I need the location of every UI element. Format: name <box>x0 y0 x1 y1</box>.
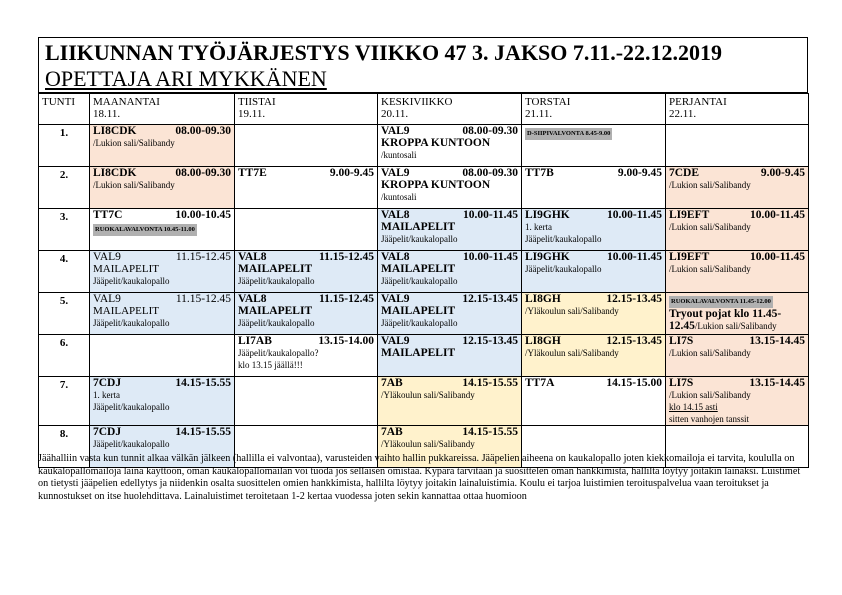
teacher-name: OPETTAJA ARI MYKKÄNEN <box>45 66 327 91</box>
schedule-cell <box>666 335 809 377</box>
location-text: /Lukion sali/Salibandy <box>669 390 751 400</box>
class-code: VAL9 <box>93 293 121 305</box>
class-line <box>669 251 805 263</box>
class-time: 10.00-11.45 <box>750 251 805 263</box>
location-text: /Lukion sali/Salibandy <box>93 180 175 190</box>
class-line <box>381 335 518 347</box>
schedule-cell <box>235 209 378 251</box>
column-header-day: TIISTAI 19.11. <box>235 94 378 125</box>
column-header-tunti: TUNTI <box>39 94 90 125</box>
class-code: TT7E <box>238 167 267 179</box>
class-line <box>93 125 231 137</box>
class-line <box>525 293 662 305</box>
location-text: 1. kerta <box>525 222 552 232</box>
class-code: VAL8 <box>238 251 267 263</box>
location-text: Jääpelit/kaukalopallo <box>381 318 458 328</box>
schedule-cell <box>235 251 378 293</box>
schedule-cell <box>522 125 666 167</box>
class-time: 12.15-13.45 <box>462 293 518 305</box>
class-time: 14.15-15.00 <box>606 377 662 389</box>
class-time: 12.15-13.45 <box>462 335 518 347</box>
location-text: Jääpelit/kaukalopallo <box>525 234 602 244</box>
activity-title: MAILAPELIT <box>381 221 456 233</box>
note-text: sitten vanhojen tanssit <box>669 414 749 424</box>
lesson-number: 3. <box>39 209 90 251</box>
class-code: LI8CDK <box>93 167 137 179</box>
schedule-cell <box>90 377 235 426</box>
supervision-badge: RUOKALAVALVONTA 10.45-11.00 <box>93 224 197 236</box>
class-time: 11.15-12.45 <box>175 251 231 263</box>
activity-title: MAILAPELIT <box>381 347 456 359</box>
location-text: Jääpelit/kaukalopallo <box>93 439 170 449</box>
class-code: 7CDJ <box>93 377 122 389</box>
schedule-cell <box>378 167 522 209</box>
class-time: 13.15-14.45 <box>749 377 805 389</box>
schedule-cell <box>90 251 235 293</box>
schedule-cell <box>666 125 809 167</box>
schedule-cell <box>235 377 378 426</box>
location-text: Jääpelit/kaukalopallo <box>238 276 315 286</box>
lesson-number: 4. <box>39 251 90 293</box>
class-time: 10.00-11.45 <box>463 251 518 263</box>
supervision-badge: D-SIIPIVALVONTA 8.45-9.00 <box>525 128 612 140</box>
schedule-cell <box>90 167 235 209</box>
class-code: 7AB <box>381 377 403 389</box>
location-text: Jääpelit/kaukalopallo <box>238 318 315 328</box>
schedule-cell <box>666 377 809 426</box>
class-line <box>93 209 231 221</box>
table-row <box>39 377 809 426</box>
activity-title: MAILAPELIT <box>381 263 456 275</box>
class-line <box>238 251 374 263</box>
lesson-number: 1. <box>39 125 90 167</box>
class-line <box>525 335 662 347</box>
activity-title: KROPPA KUNTOON <box>381 179 491 191</box>
schedule-cell <box>522 293 666 335</box>
class-time: 9.00-9.45 <box>329 167 374 179</box>
class-line <box>381 293 518 305</box>
page-title: LIIKUNNAN TYÖJÄRJESTYS VIIKKO 47 3. JAKSO 7.11.-22.12.2019 <box>45 40 723 65</box>
class-time: 10.00-11.45 <box>463 209 518 221</box>
schedule-cell <box>666 293 809 335</box>
location-text: /Lukion sali/Salibandy <box>669 222 751 232</box>
class-time: 13.15-14.00 <box>318 335 374 347</box>
class-line <box>238 335 374 347</box>
activity-title: MAILAPELIT <box>238 305 313 317</box>
location-text: Jääpelit/kaukalopallo <box>93 318 170 328</box>
class-time: 10.00-11.45 <box>607 251 662 263</box>
class-code: LI8GH <box>525 293 561 305</box>
class-code: VAL8 <box>238 293 267 305</box>
location-text: /Lukion sali/Salibandy <box>669 180 751 190</box>
class-line <box>669 209 805 221</box>
location-text: Jääpelit/kaukalopallo <box>93 402 170 412</box>
class-time: 10.00-11.45 <box>607 209 662 221</box>
class-time: 14.15-15.55 <box>462 377 518 389</box>
class-code: VAL9 <box>381 125 410 137</box>
class-code: LI7AB <box>238 335 272 347</box>
location-text: Jääpelit/kaukalopallo <box>93 276 170 286</box>
schedule-cell <box>235 125 378 167</box>
notes-paragraph: Jäähalliin vasta kun tunnit alkaa välkän jälkeen (hallilla ei valvontaa), varusteiden vaihto hallin pukkareissa. Jääpelien aiheena on kaukalopallo joten kiekkomailoja ei tarvita, koululla on kaukalopallomailoja laina käyttöön, oman kaukalopallomailan voi tuoda jos sellaisen omistaa. Kypärä tarvitaan ja suosittelen oman hankkimista, hallilta löytyy joitakin lainaksi. Luistimet on tietysti jääpelien edellytys ja niidenkin osalta suosittelen omien hankkimista, hallilta löytyy joitakin lainaluistimia. Koulu ei tarjoa luistimien teroituspalvelua vaan teroitukset ja kunnostukset on itse huolehdittava. Lainaluistimet teroitetaan 1-2 kertaa vuodessa joten sekin kannattaa ottaa huomioon <box>38 453 801 502</box>
class-code: LI7S <box>669 377 694 389</box>
class-line <box>93 167 231 179</box>
class-code: TT7B <box>525 167 554 179</box>
tryout-time: 12.45 <box>669 320 695 332</box>
class-time: 14.15-15.55 <box>175 377 231 389</box>
class-line <box>238 167 374 179</box>
schedule-cell <box>235 167 378 209</box>
class-code: LI8GH <box>525 335 561 347</box>
class-line <box>93 377 231 389</box>
activity-title: MAILAPELIT <box>93 305 159 317</box>
class-line <box>525 209 662 221</box>
location-text: 1. kerta <box>93 390 120 400</box>
schedule-cell <box>522 377 666 426</box>
schedule-cell <box>666 209 809 251</box>
class-line <box>525 251 662 263</box>
schedule-cell <box>90 293 235 335</box>
schedule-cell <box>235 335 378 377</box>
class-line <box>381 426 518 438</box>
class-code: LI9EFT <box>669 251 710 263</box>
class-code: VAL8 <box>381 251 410 263</box>
location-text: klo 13.15 jäällä!!! <box>238 360 303 370</box>
activity-title: MAILAPELIT <box>93 263 159 275</box>
class-code: LI9GHK <box>525 209 570 221</box>
schedule-cell <box>522 335 666 377</box>
class-code: VAL8 <box>381 209 410 221</box>
location-text: /Yläkoulun sali/Salibandy <box>525 348 619 358</box>
class-time: 14.15-15.55 <box>462 426 518 438</box>
activity-title: KROPPA KUNTOON <box>381 137 491 149</box>
location-text: /Lukion sali/Salibandy <box>669 264 751 274</box>
schedule-cell <box>378 293 522 335</box>
class-time: 11.15-12.45 <box>319 293 374 305</box>
class-time: 9.00-9.45 <box>617 167 662 179</box>
class-time: 12.15-13.45 <box>606 293 662 305</box>
class-code: LI8CDK <box>93 125 137 137</box>
lesson-number: 5. <box>39 293 90 335</box>
class-time: 08.00-09.30 <box>462 167 518 179</box>
class-code: VAL9 <box>381 293 410 305</box>
schedule-cell <box>666 167 809 209</box>
location-text: Jääpelit/kaukalopallo <box>381 276 458 286</box>
location-text: /Lukion sali/Salibandy <box>669 348 751 358</box>
class-code: TT7A <box>525 377 555 389</box>
schedule-cell <box>235 293 378 335</box>
class-code: VAL9 <box>93 251 121 263</box>
class-line <box>669 167 805 179</box>
class-line <box>381 167 518 179</box>
class-line <box>93 293 231 305</box>
column-header-day: KESKIVIIKKO 20.11. <box>378 94 522 125</box>
location-text: /kuntosali <box>381 192 417 202</box>
class-line <box>525 167 662 179</box>
class-code: 7AB <box>381 426 403 438</box>
table-row <box>39 251 809 293</box>
schedule-cell <box>522 251 666 293</box>
class-line <box>381 125 518 137</box>
location-text: /Yläkoulun sali/Salibandy <box>381 439 475 449</box>
tryout-line: Tryout pojat klo 11.45- <box>669 308 782 320</box>
schedule-cell <box>378 125 522 167</box>
class-time: 10.00-10.45 <box>175 209 231 221</box>
class-code: 7CDJ <box>93 426 122 438</box>
column-header-day: MAANANTAI 18.11. <box>90 94 235 125</box>
class-time: 11.15-12.45 <box>319 251 374 263</box>
location-text: /Yläkoulun sali/Salibandy <box>381 390 475 400</box>
location-text: /Yläkoulun sali/Salibandy <box>525 306 619 316</box>
class-line <box>381 251 518 263</box>
column-header-day: TORSTAI 21.11. <box>522 94 666 125</box>
table-row <box>39 125 809 167</box>
schedule-cell <box>90 209 235 251</box>
supervision-badge: RUOKALAVALVONTA 11.45-12.00 <box>669 296 773 308</box>
lesson-number: 2. <box>39 167 90 209</box>
lesson-number: 6. <box>39 335 90 377</box>
class-line <box>669 377 805 389</box>
class-line <box>381 209 518 221</box>
activity-title: MAILAPELIT <box>238 263 313 275</box>
schedule-cell <box>666 251 809 293</box>
schedule-header <box>38 37 808 93</box>
lesson-number: 7. <box>39 377 90 426</box>
schedule-cell <box>378 209 522 251</box>
class-line <box>669 335 805 347</box>
location-text: /Lukion sali/Salibandy <box>694 321 777 331</box>
class-time: 12.15-13.45 <box>606 335 662 347</box>
class-line <box>381 377 518 389</box>
schedule-cell <box>378 251 522 293</box>
schedule-cell <box>522 167 666 209</box>
schedule-cell <box>378 377 522 426</box>
class-line <box>93 426 231 438</box>
location-text: /kuntosali <box>381 150 417 160</box>
table-row <box>39 335 809 377</box>
table-row <box>39 167 809 209</box>
schedule-cell <box>522 209 666 251</box>
class-time: 13.15-14.45 <box>749 335 805 347</box>
schedule-table <box>38 93 809 468</box>
table-row <box>39 293 809 335</box>
class-line <box>525 377 662 389</box>
class-time: 08.00-09.30 <box>462 125 518 137</box>
note-text: klo 14.15 asti <box>669 402 718 412</box>
class-code: VAL9 <box>381 167 410 179</box>
location-text: Jääpelit/kaukalopallo <box>525 264 602 274</box>
class-code: VAL9 <box>381 335 410 347</box>
class-code: LI9GHK <box>525 251 570 263</box>
location-text: Jääpelit/kaukalopallo <box>381 234 458 244</box>
class-code: 7CDE <box>669 167 700 179</box>
class-code: TT7C <box>93 209 123 221</box>
class-time: 14.15-15.55 <box>175 426 231 438</box>
class-time: 08.00-09.30 <box>175 167 231 179</box>
location-text: /Lukion sali/Salibandy <box>93 138 175 148</box>
class-time: 10.00-11.45 <box>750 209 805 221</box>
class-line <box>238 293 374 305</box>
table-row <box>39 209 809 251</box>
schedule-cell <box>90 125 235 167</box>
class-time: 9.00-9.45 <box>760 167 805 179</box>
lesson-number: 8. <box>39 426 90 468</box>
class-code: LI9EFT <box>669 209 710 221</box>
class-time: 08.00-09.30 <box>175 125 231 137</box>
schedule-cell <box>378 335 522 377</box>
class-time: 11.15-12.45 <box>175 293 231 305</box>
location-text: Jääpelit/kaukalopallo? <box>238 348 319 358</box>
table-header-row <box>39 94 809 125</box>
activity-title: MAILAPELIT <box>381 305 456 317</box>
class-line <box>93 251 231 263</box>
column-header-day: PERJANTAI 22.11. <box>666 94 809 125</box>
schedule-cell <box>90 335 235 377</box>
class-code: LI7S <box>669 335 694 347</box>
